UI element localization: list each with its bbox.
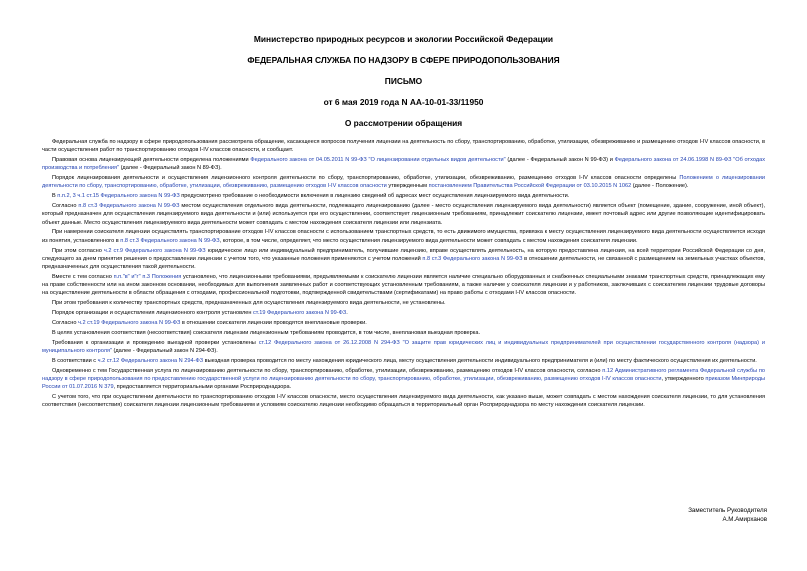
legal-reference-link[interactable]: п.8 ст.3 Федерального закона N 99-ФЗ (120, 237, 220, 244)
body-paragraph (42, 156, 765, 173)
document-subject: О рассмотрении обращения (344, 118, 463, 128)
paragraph-text: в отношении деятельности, не связанной с размещением на земельных участках объектов, предназначенных для осуществления такой деятельности. (42, 255, 766, 271)
paragraph-text: Согласно (52, 319, 78, 326)
service-title: ФЕДЕРАЛЬНАЯ СЛУЖБА ПО НАДЗОРУ В СФЕРЕ ПРИРОДОПОЛЬЗОВАНИЯ (247, 55, 560, 65)
legal-reference-link[interactable]: приказом Минприроды России от 01.07.2016 N 379 (42, 375, 765, 391)
paragraph-text: , которое, в том числе, определяет, что место осуществления лицензируемого вида деятельности может совпадать с местом нахождения соискателя лицензии. (219, 237, 638, 244)
body-paragraph (42, 247, 765, 272)
signature-block (688, 506, 767, 524)
body-paragraph (42, 228, 765, 245)
body-paragraph (42, 273, 765, 298)
paragraph-text: С учетом того, что при осуществлении деятельности по транспортированию отходов I-IV классов опасности, место осуществления лицензируемого вида деятельности, как указано выше, может совпадать с местом нахождения соискателя лицензии, то для установления соответствия (несоответствия) соискателя лицензии лицензионным требованиям и условиям соискателю лицензии необходимо обращаться в территориальный орган Росприроднадзора по месту нахождения соискателя лицензии. (42, 393, 765, 409)
paragraph-text: (далее - Федеральный закон N 89-ФЗ). (119, 165, 222, 172)
paragraph-text: , утвержденного (661, 375, 706, 382)
legal-reference-link[interactable]: ч.2 ст.19 Федерального закона N 99-ФЗ (78, 319, 181, 326)
paragraph-text: Вместе с тем согласно (52, 273, 114, 280)
paragraph-text: Требования к организации и проведению выездной проверки установлены (52, 339, 259, 346)
paragraph-text: При намерении соискателя лицензии осуществлять транспортирование отходов I-IV классов опасности с использованием транспортных средств, то есть движимого имущества, привязка к месту осуществления лицензируемого вида деятельности осуществляется исходя из понятия, установленного в (42, 229, 765, 244)
document-date-number: от 6 мая 2019 года N АА-10-01-33/11950 (323, 97, 484, 107)
paragraph-text: При этом требования к количеству транспортных средств, предназначенных для осуществления лицензируемого вида деятельности, не установлены. (52, 300, 446, 307)
body-paragraph (42, 202, 765, 227)
paragraph-text: , предоставляется территориальными органами Росприроднадзора. (113, 384, 292, 391)
paragraph-text: Порядок лицензирования деятельности и осуществления лицензионного контроля деятельности по сбору, транспортированию, обработке, утилизации, обезвреживанию, размещению отходов I-IV классов опасности определены (52, 175, 680, 182)
body-paragraph (42, 319, 765, 327)
paragraph-text: При этом согласно (52, 247, 104, 254)
paragraph-text: (далее - Федеральный закон N 294-ФЗ). (112, 347, 218, 354)
body-paragraph (42, 357, 765, 365)
paragraph-text: Федеральная служба по надзору в сфере природопользования рассмотрела обращение, касающееся вопросов получения лицензии на деятельность по сбору, транспортированию, обработке, утилизации, обезвреживанию и размещению отходов I-IV классов опасности, в части осуществления работ по транспортированию отходов I-IV классов опасности, и сообщает. (42, 139, 765, 154)
body-paragraph (42, 138, 765, 155)
body-paragraph (42, 367, 765, 392)
legal-reference-link[interactable]: постановлением Правительства Российской Федерации от 03.10.2015 N 1062 (428, 183, 632, 190)
paragraph-text: В (52, 193, 58, 200)
legal-reference-link[interactable]: п.8 ст.3 Федерального закона N 99-ФЗ (78, 203, 180, 210)
paragraph-text: местом осуществления отдельного вида деятельности, подлежащего лицензированию (далее - место осуществления лицензируемого вида деятельности) является объект (помещение, здание, сооружение, иной объект), который предназначен для осуществления лицензируемого вида деятельности и (или) используется при его осуществлении, соответствует лицензионным требованиям, принадлежит соискателю лицензии, имеет почтовый адрес или другие позволяющие идентифицировать объект данные. Место осуществления лицензируемого вида деятельности может совпадать с местом нахождения соискателя лицензии или лицензиата. (42, 203, 765, 226)
legal-reference-link[interactable]: Федерального закона от 24.06.1998 N 89-ФЗ "Об отходах производства и потребления" (42, 157, 765, 172)
legal-reference-link[interactable]: п.12 Административного регламента Федеральной службы по надзору в сфере природопользования по предоставлению государственной услуги по лицензированию деятельности по сбору, транспортированию, обработке, утилизации, обезвреживанию, размещению отходов I-IV классов опасности (42, 367, 765, 382)
body-paragraph (42, 299, 765, 307)
legal-reference-link[interactable]: ст.12 Федерального закона от 26.12.2008 N 294-ФЗ "О защите прав юридических лиц и индивидуальных предпринимателей при осуществлении государственного контроля (надзора) и муниципального контроля" (42, 339, 765, 354)
paragraph-text: установлено, что лицензионными требованиями, предъявляемыми к соискателю лицензии является наличие специально оборудованных и снабженных специальными знаками транспортных средств, принадлежащих ему на праве собственности или на ином законном основании, необходимых для выполнения заявленных работ и соответствующих установленным требованиям, а также наличие у соискателя лицензии и у работников, заключивших с соискателем лицензии трудовые договоры на осуществление деятельности в области обращения с отходами, профессиональной подготовки, подтвержденной свидетельствами (сертификатами) на право работы с отходами I-IV классов опасности. (42, 273, 765, 297)
body-paragraph (42, 192, 765, 200)
legal-reference-link[interactable]: п.п."в" и"г" п.3 Положения (113, 273, 182, 280)
paragraph-text: утвержденным (386, 183, 429, 190)
body-paragraph (42, 339, 765, 356)
body-paragraph (42, 393, 765, 410)
paragraph-text: в отношении соискателя лицензии проводятся внеплановые проверки. (180, 319, 367, 326)
paragraph-text: В целях установления соответствия (несоответствия) соискателя лицензии лицензионным требованиям проводится, в том числе, внеплановая выездная проверка. (52, 329, 480, 336)
signature-name: А.М.Амирханов (722, 516, 767, 523)
body-paragraph (42, 329, 765, 337)
legal-reference-link[interactable]: Положением о лицензировании деятельности по сбору, транспортированию, обработке, утилизации, обезвреживанию, размещению отходов I-IV классов опасности (42, 175, 766, 190)
legal-reference-link[interactable]: ст.19 Федерального закона N 99-ФЗ (252, 310, 347, 317)
paragraph-text: выездная проверка проводится по месту нахождения юридического лица, месту осуществления деятельности индивидуального предпринимателя и (или) по месту фактического осуществления их деятельности. (203, 357, 757, 364)
paragraph-text: . (346, 310, 348, 317)
paragraph-text: (далее - Положение). (631, 183, 689, 190)
ministry-title: Министерство природных ресурсов и экологии Российской Федерации (253, 34, 554, 44)
document-body (42, 138, 765, 409)
paragraph-text: Правовая основа лицензирующей деятельности определена положениями (52, 157, 251, 164)
legal-reference-link[interactable]: ч.2 ст.12 Федерального закона N 294-ФЗ (97, 357, 204, 364)
paragraph-text: (далее - Федеральный закон N 99-ФЗ) и (505, 157, 615, 164)
document-kind: ПИСЬМО (384, 76, 423, 86)
legal-reference-link[interactable]: Федерального закона от 04.05.2011 N 99-ФЗ "О лицензировании отдельных видов деятельности" (250, 157, 506, 164)
signature-position: Заместитель Руководителя (688, 507, 767, 514)
body-paragraph (42, 309, 765, 317)
body-paragraph (42, 174, 765, 191)
paragraph-text: Согласно (52, 203, 79, 210)
legal-reference-link[interactable]: п.8 ст.3 Федерального закона N 99-ФЗ (422, 255, 523, 262)
paragraph-text: В соответствии с (52, 357, 98, 364)
paragraph-text: юридическое лицо или индивидуальный предприниматель, получившие лицензию, вправе осуществлять деятельность, на которую предоставлена лицензия, на всей территории Российской Федерации со дня, следующего за днем принятия решения о предоставлении лицензии с учетом того, что указанные положения применяются с учетом положений (42, 247, 766, 262)
legal-reference-link[interactable]: ч.2 ст.9 Федерального закона N 99-ФЗ (103, 247, 206, 254)
paragraph-text: Одновременно с тем Государственная услуга по лицензированию деятельности по сбору, транспортированию, обработке, утилизации, обезвреживанию, размещению отходов I-IV классов опасности, согласно (52, 367, 603, 374)
legal-reference-link[interactable]: п.п.2, 3 ч.1 ст.15 Федерального закона N 99-ФЗ (57, 193, 180, 200)
paragraph-text: Порядок организации и осуществления лицензионного контроля установлен (52, 310, 253, 317)
paragraph-text: предусмотрено требование о необходимости включения в лицензию сведений об адресах мест осуществления лицензируемого вида деятельности. (179, 193, 570, 200)
